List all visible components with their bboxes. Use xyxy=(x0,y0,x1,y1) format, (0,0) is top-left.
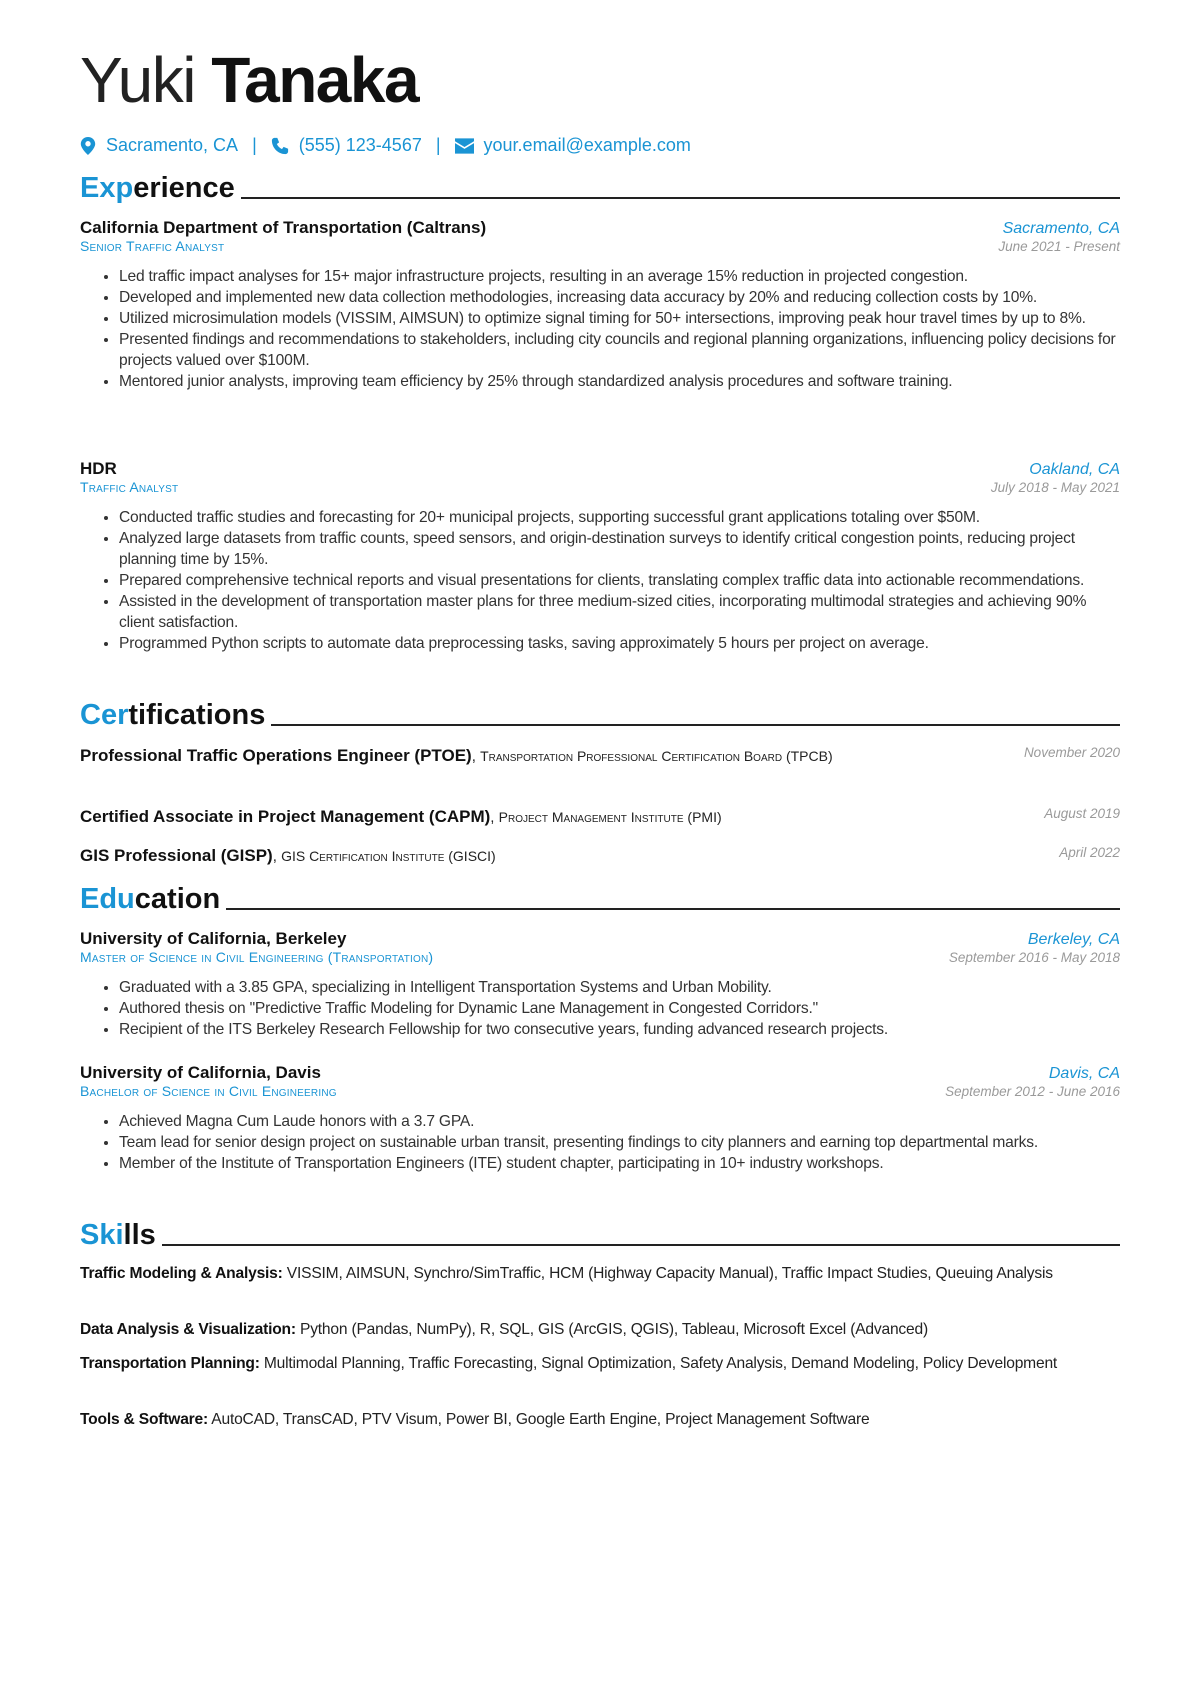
heading-rule xyxy=(271,724,1120,726)
last-name: Tanaka xyxy=(211,44,419,116)
cert-date: April 2022 xyxy=(1059,845,1120,860)
job-title: Senior Traffic Analyst xyxy=(80,238,225,254)
bullet: • Member of the Institute of Transportation Engineers (ITE) student chapter, participating in 10+ industry workshops. xyxy=(119,1153,1120,1174)
cert-title: GIS Professional (GISP) xyxy=(80,846,273,865)
phone-link[interactable]: (555) 123-4567 xyxy=(298,135,422,155)
first-name: Yuki xyxy=(80,44,195,116)
phone-icon xyxy=(271,137,289,155)
bullet: • Achieved Magna Cum Laude honors with a 3.7 GPA. xyxy=(119,1111,1120,1132)
bullet: • Assisted in the development of transportation master plans for three medium-sized cities, incorporating multimodal strategies and achieving 90% client satisfaction. xyxy=(119,591,1120,633)
cert-date: August 2019 xyxy=(1044,806,1120,821)
heading-rest: tifications xyxy=(128,699,266,731)
separator: | xyxy=(435,135,441,155)
skill-label: Traffic Modeling & Analysis: xyxy=(80,1265,283,1282)
bullet-list xyxy=(80,1111,1120,1174)
section-heading-skills xyxy=(80,1218,1120,1252)
bullet: • Presented findings and recommendations to stakeholders, including city councils and regional planning organizations, influencing policy decisions for projects valued over $100M. xyxy=(119,329,1120,371)
heading-rule xyxy=(226,908,1120,910)
heading-rule xyxy=(162,1244,1120,1246)
school-location: Davis, CA xyxy=(1048,1065,1120,1082)
skill-row xyxy=(80,1263,1120,1285)
school: University of California, Davis xyxy=(80,1063,321,1082)
skill-value: Multimodal Planning, Traffic Forecasting, Signal Optimization, Safety Analysis, Demand Modeling, Policy Development xyxy=(263,1355,1058,1372)
section-heading-experience xyxy=(80,171,1120,205)
employer: HDR xyxy=(80,459,117,478)
heading-rest: lls xyxy=(123,1219,156,1251)
school-dates: September 2012 - June 2016 xyxy=(945,1084,1120,1099)
cert-issuer: Transportation Professional Certification Board (TPCB) xyxy=(480,748,833,764)
certification-item: Certified Associate in Project Management (CAPM), Project Management Institute (PMI) August 2019 xyxy=(80,806,1120,829)
school-location: Berkeley, CA xyxy=(1027,931,1120,948)
education-entry xyxy=(80,929,1120,1040)
heading-rule xyxy=(241,197,1120,199)
section-heading-education xyxy=(80,882,1120,916)
cert-issuer: GIS Certification Institute (GISCI) xyxy=(281,848,496,864)
bullet: • Team lead for senior design project on sustainable urban transit, presenting findings to city planners and earning top departmental marks. xyxy=(119,1132,1120,1153)
skill-row xyxy=(80,1409,1120,1431)
skill-value: Python (Pandas, NumPy), R, SQL, GIS (ArcGIS, QGIS), Tableau, Microsoft Excel (Advanced) xyxy=(300,1321,928,1338)
bullet-list xyxy=(80,266,1120,392)
skill-label: Transportation Planning: xyxy=(80,1355,260,1372)
school: University of California, Berkeley xyxy=(80,929,347,948)
bullet: • Utilized microsimulation models (VISSIM, AIMSUN) to optimize signal timing for 50+ intersections, improving peak hour travel times by up to 8%. xyxy=(119,308,1120,329)
education-entry xyxy=(80,1063,1120,1174)
heading-accent: Cer xyxy=(80,699,129,731)
bullet: • Graduated with a 3.85 GPA, specializing in Intelligent Transportation Systems and Urban Mobility. xyxy=(119,977,1120,998)
envelope-icon xyxy=(455,137,474,155)
degree: Master of Science in Civil Engineering (Transportation) xyxy=(80,949,434,965)
heading-accent: Ski xyxy=(80,1219,124,1251)
bullet: • Programmed Python scripts to automate data preprocessing tasks, saving approximately 5 hours per project on average. xyxy=(119,633,1120,654)
degree: Bachelor of Science in Civil Engineering xyxy=(80,1083,337,1099)
bullet: • Analyzed large datasets from traffic counts, speed sensors, and origin-destination surveys to identify critical congestion points, reducing project planning time by 15%. xyxy=(119,528,1120,570)
job-location: Oakland, CA xyxy=(1029,461,1120,478)
cert-issuer: Project Management Institute (PMI) xyxy=(498,809,722,825)
experience-entry xyxy=(80,459,1120,654)
skill-row xyxy=(80,1353,1120,1375)
employer: California Department of Transportation (Caltrans) xyxy=(80,218,487,237)
job-location: Sacramento, CA xyxy=(1002,220,1120,237)
cert-date: November 2020 xyxy=(1023,745,1120,760)
bullet: • Conducted traffic studies and forecasting for 20+ municipal projects, supporting successful grant applications totaling over $50M. xyxy=(119,507,1120,528)
skill-label: Tools & Software: xyxy=(80,1411,208,1428)
bullet: • Authored thesis on "Predictive Traffic Modeling for Dynamic Lane Management in Congested Corridors." xyxy=(119,998,1120,1019)
job-dates: June 2021 - Present xyxy=(998,239,1120,254)
bullet: • Mentored junior analysts, improving team efficiency by 25% through standardized analysis procedures and software training. xyxy=(119,371,1120,392)
job-dates: July 2018 - May 2021 xyxy=(990,480,1120,495)
cert-title: Certified Associate in Project Management (CAPM) xyxy=(80,807,491,826)
heading-rest: erience xyxy=(133,172,235,204)
heading-accent: Edu xyxy=(80,883,135,915)
separator: | xyxy=(252,135,257,155)
job-title: Traffic Analyst xyxy=(80,479,179,495)
heading-accent: Exp xyxy=(80,172,134,204)
heading-rest: cation xyxy=(134,883,221,915)
bullet: • Recipient of the ITS Berkeley Research Fellowship for two consecutive years, funding advanced research projects. xyxy=(119,1019,1120,1040)
bullet-list xyxy=(80,977,1120,1040)
email-link[interactable]: your.email@example.com xyxy=(483,135,691,155)
skill-row xyxy=(80,1319,1120,1341)
bullet: • Led traffic impact analyses for 15+ major infrastructure projects, resulting in an average 15% reduction in projected congestion. xyxy=(119,266,1120,287)
map-pin-icon xyxy=(80,137,96,155)
certification-item: Professional Traffic Operations Engineer (PTOE), Transportation Professional Certification Board (TPCB) November 2020 xyxy=(80,745,1120,768)
skill-value: VISSIM, AIMSUN, Synchro/SimTraffic, HCM (Highway Capacity Manual), Traffic Impact Studies, Queuing Analysis xyxy=(286,1265,1053,1282)
location-text: Sacramento, CA xyxy=(106,135,239,155)
experience-entry xyxy=(80,218,1120,392)
cert-title: Professional Traffic Operations Engineer (PTOE) xyxy=(80,746,472,765)
bullet-list xyxy=(80,507,1120,654)
section-heading-certifications xyxy=(80,698,1120,732)
skill-value: AutoCAD, TransCAD, PTV Visum, Power BI, Google Earth Engine, Project Management Software xyxy=(211,1411,870,1428)
skill-label: Data Analysis & Visualization: xyxy=(80,1321,296,1338)
certification-item: GIS Professional (GISP), GIS Certification Institute (GISCI) April 2022 xyxy=(80,845,1120,868)
bullet: • Prepared comprehensive technical reports and visual presentations for clients, translating complex traffic data into actionable recommendations. xyxy=(119,570,1120,591)
candidate-name xyxy=(80,44,418,116)
bullet: • Developed and implemented new data collection methodologies, increasing data accuracy by 20% and reducing collection costs by 10%. xyxy=(119,287,1120,308)
contact-info xyxy=(80,135,691,156)
school-dates: September 2016 - May 2018 xyxy=(948,950,1120,965)
